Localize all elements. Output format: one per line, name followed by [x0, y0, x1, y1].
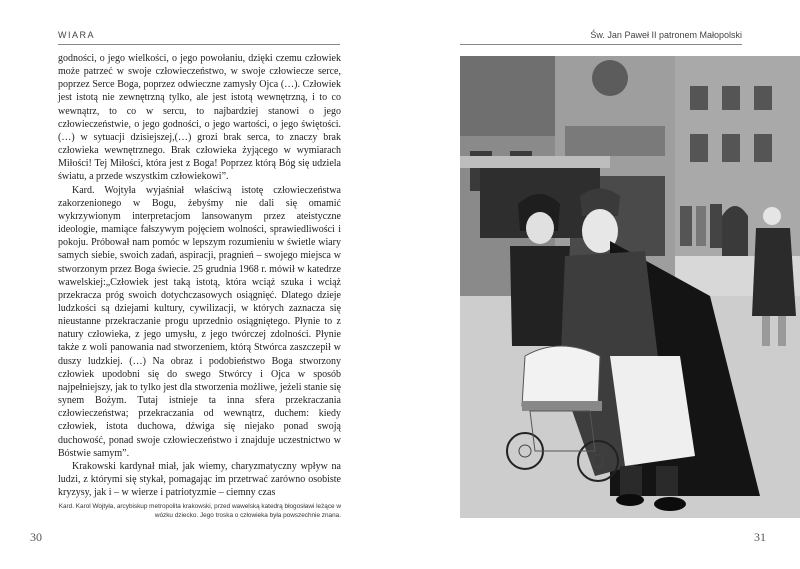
paragraph-3: Krakowski kardynał miał, jak wiemy, charyzmatyczny wpływ na ludzi, z którymi się stykał, pomagając im przetrwać zarówno osobiste kryzysy, jak i – w wierze i patriotyzmie – ciemny czas [58, 460, 341, 499]
page-number-left: 30 [30, 530, 42, 544]
paragraph-2: Kard. Wojtyła wyjaśniał właściwą istotę człowieczeństwa zakorzenionego w Bogu, żebyśmy nie dali się omamić wykrzywionym interpretacjom lansowanym przez ateistyczne ideologie, mamiące fałszywym pojęciem wolności, sprawiedliwości i pokoju. Próbował nam pomóc w lepszym rozumieniu w świetle wiary samych siebie, swoich zadań, aspiracji, pragnień – swojego miejsca w stworzonym przez Boga świecie. 25 grudnia 1968 r. mówił w katedrze wawelskiej:„Człowiek jest taką istotą, która wciąż szuka i wciąż przekracza próg swoich dotychczasowych osiągnięć. Dlatego dzieje ludzkości są dziejami kultury, cywilizacji, w których zaznacza się nieustanne przekraczanie progu uprzednio osiągniętego. Płynie to z natury człowieka, z jego umysłu, z jego twórczej zdolności. Płynie także z woli panowania nad stworzeniem, którą Stwórca zaszczepił w duszy ludzkiej. (…) Na obraz i podobieństwo Boga stworzony człowiek upodobni się do swego Stwórcy i Ojca w sposób najpełniejszy, jak to tylko jest dla stworzenia możliwe, jeżeli stanie się synem Bożym. Tutaj istnieje ta inna sfera przekraczania człowieczeństwa; przekraczania od wewnątrz, duchem: kiedy człowiek, istota duchowa, dźwiga się niejako ponad swoją duchowość, ponad swoje człowieczeństwo i znajduje uczestnictwo w Bóstwie samym”. [58, 184, 341, 459]
header-rule-right [460, 44, 742, 45]
running-head-left: WIARA [58, 30, 96, 40]
running-head-right: Św. Jan Paweł II patronem Małopolski [590, 30, 742, 40]
right-page [400, 0, 800, 569]
photo-caption: Kard. Karol Wojtyła, arcybiskup metropolita krakowski, przed wawelską katedrą błogosławi leżące w wózku dziecko. Jego troska o człowieka była powszechnie znana. [58, 503, 341, 519]
cardinal-blessing-child-photo [460, 56, 800, 518]
header-rule-left [58, 44, 340, 45]
page-number-right: 31 [754, 530, 766, 544]
paragraph-1: godności, o jego wielkości, o jego powołaniu, dzięki czemu człowiek może patrzeć w swoje człowieczeństwo, w swoje człowiecze serce, poprzez Serce Boga, poprzez odwieczne zamysły Ojca (…). Człowiek jest istotą nie zewnętrzną tylko, ale jest istotą wewnętrzną, i to co wewnątrz, to co w sercu, to najbardziej stanowi o jego człowieczeństwie, o jego godności, o jego wartości, o jego świętości. (…) w sytuacji dzisiejszej,(…) grozi brak serca, to znaczy brak człowieka wewnętrznego. Brak człowieka żyjącego w wymiarach Miłości! Tej Miłości, która jest z Boga! Poprzez którą Bóg się udziela światu, a przede wszystkim człowiekowi”. [58, 53, 341, 183]
body-text [58, 52, 341, 499]
